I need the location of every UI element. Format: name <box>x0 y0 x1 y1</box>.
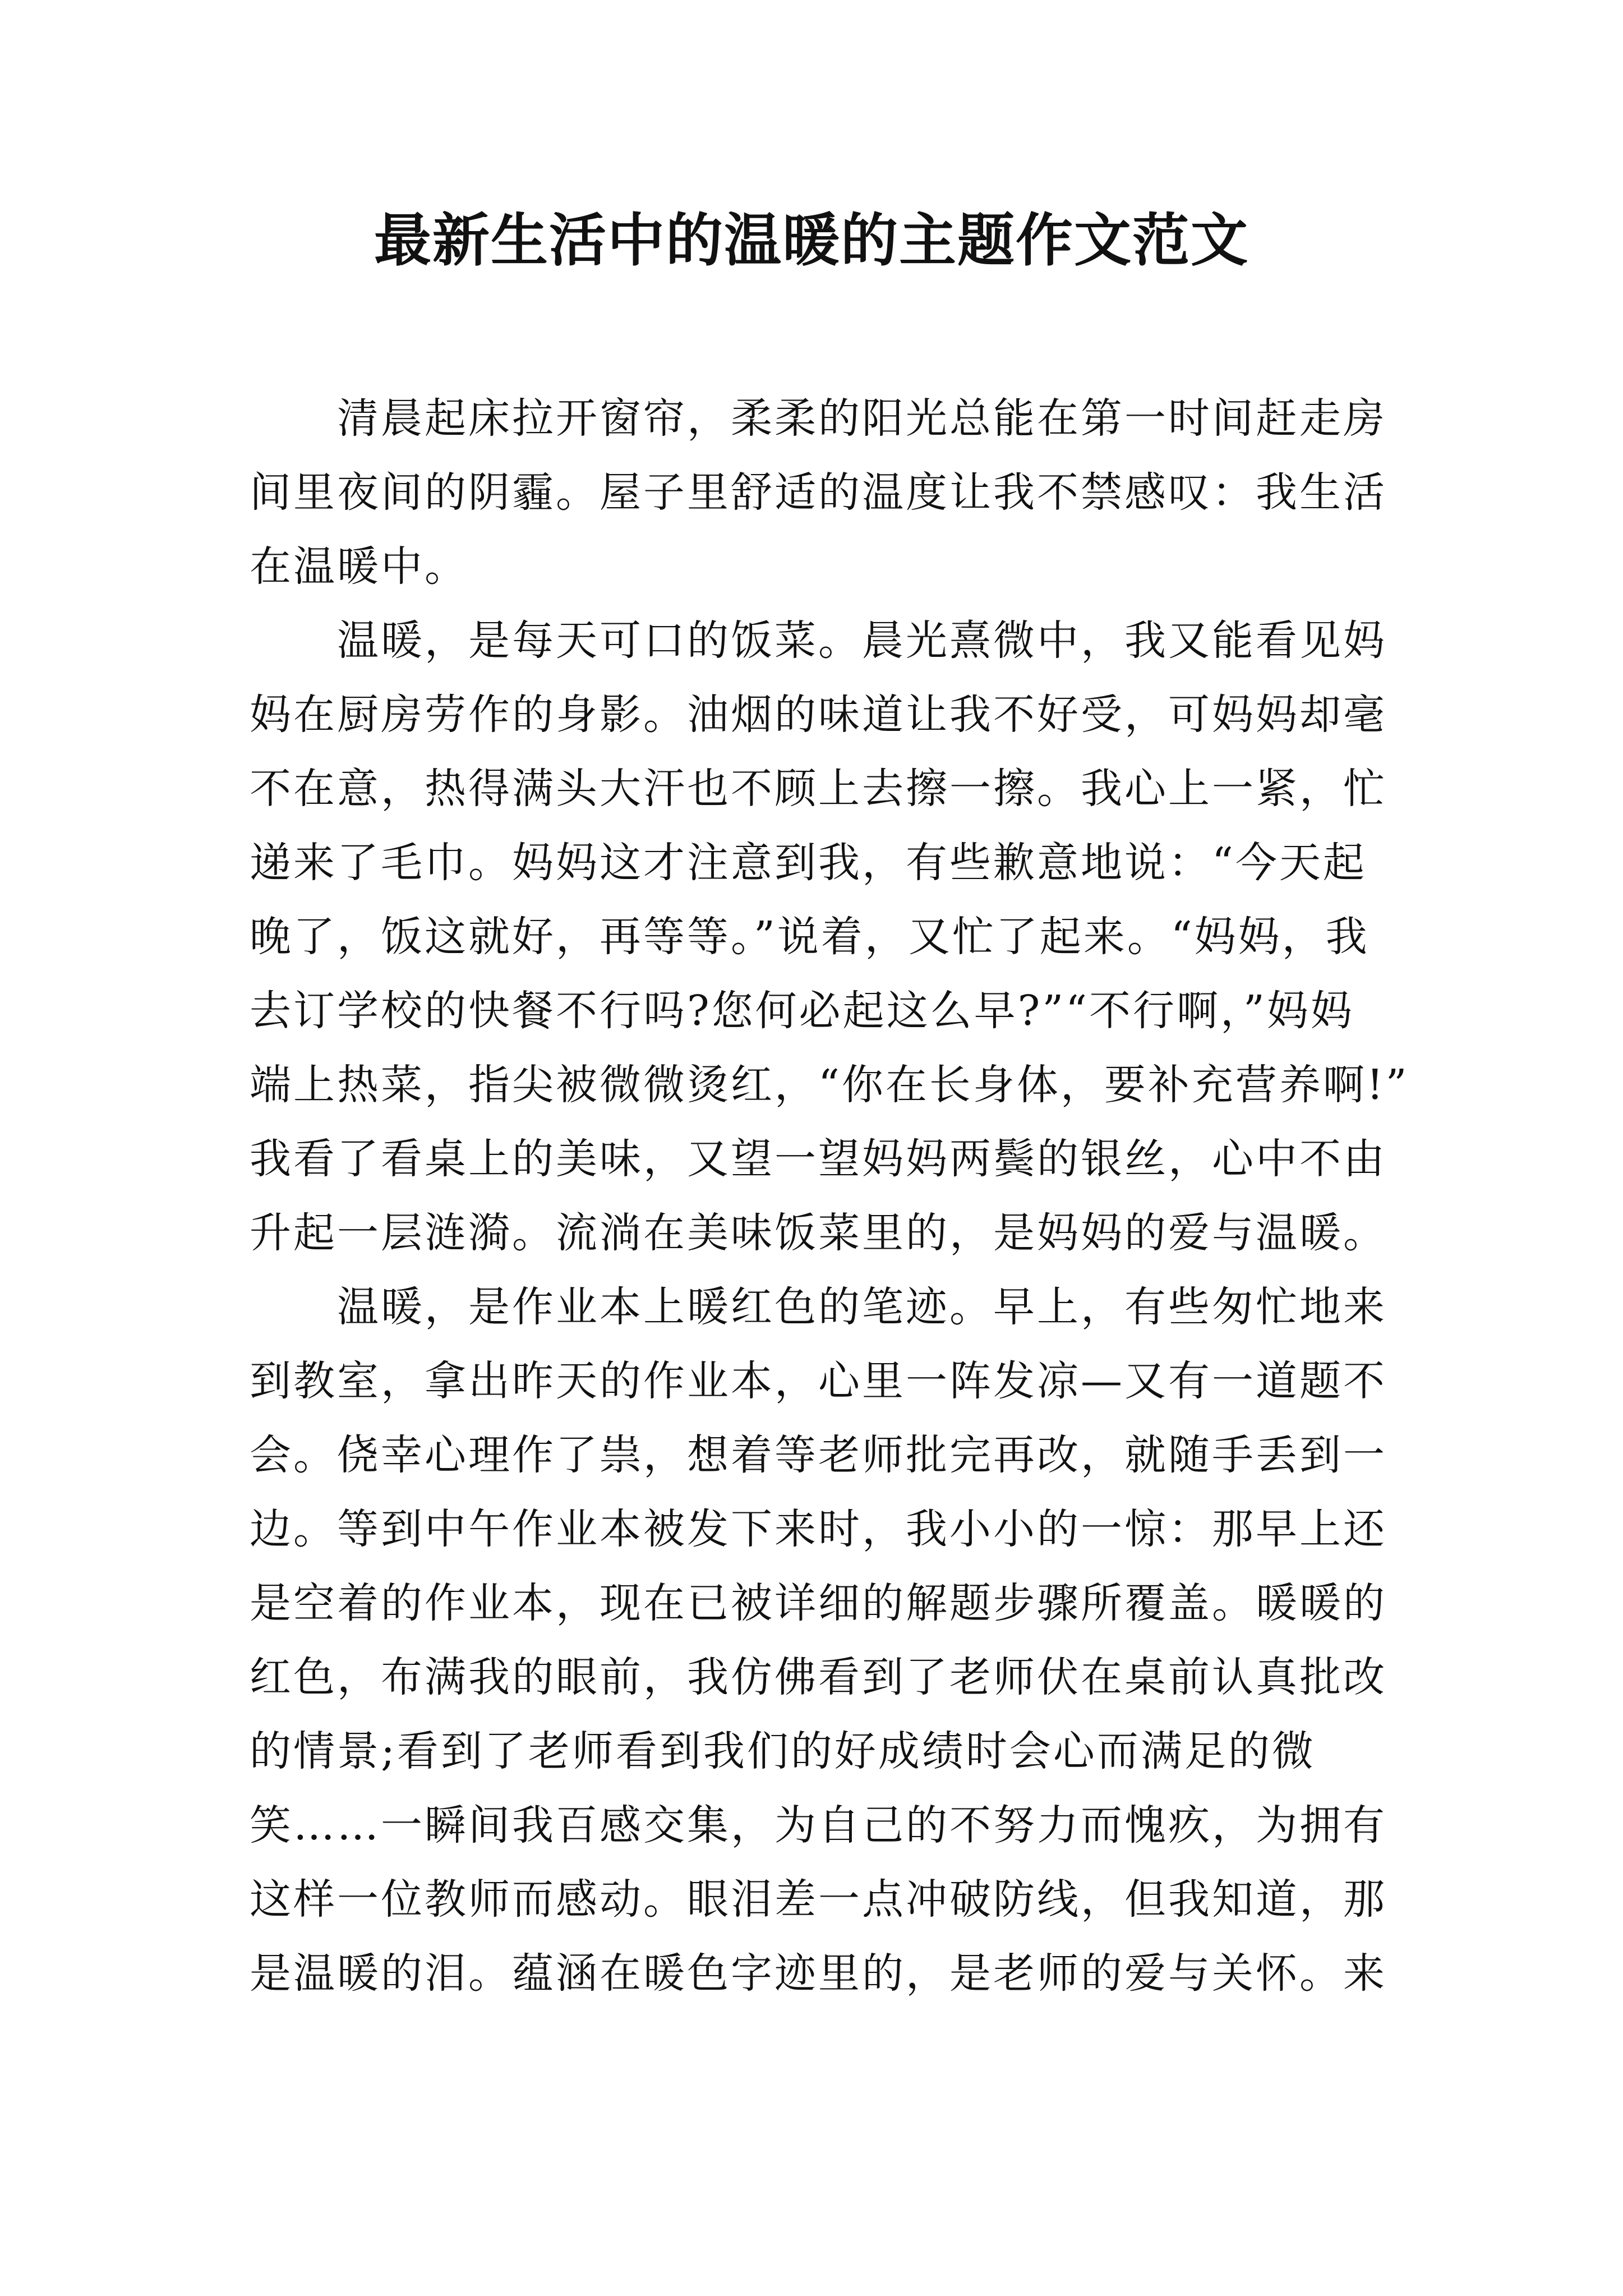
text-line: 温暖，是每天可口的饭菜。晨光熹微中，我又能看见妈 <box>337 616 1387 665</box>
text-line: 到教室，拿出昨天的作业本，心里一阵发凉—又有一道题不 <box>250 1357 1387 1405</box>
text-line: 会。侥幸心理作了祟，想着等老师批完再改，就随手丢到一 <box>250 1431 1387 1479</box>
text-line: 红色，布满我的眼前，我仿佛看到了老师伏在桌前认真批改 <box>250 1653 1387 1701</box>
text-line: 妈在厨房劳作的身影。油烟的味道让我不好受，可妈妈却毫 <box>250 691 1387 739</box>
text-line: 晚了，饭这就好，再等等。”说着，又忙了起来。“妈妈，我 <box>250 913 1370 961</box>
text-line: 是温暖的泪。蕴涵在暖色字迹里的，是老师的爱与关怀。来 <box>250 1949 1387 1998</box>
text-line: 是空着的作业本，现在已被详细的解题步骤所覆盖。暖暖的 <box>250 1579 1387 1627</box>
text-line: 端上热菜，指尖被微微烫红，“你在长身体，要补充营养啊!” <box>250 1061 1409 1109</box>
text-line: 边。等到中午作业本被发下来时，我小小的一惊：那早上还 <box>250 1505 1387 1553</box>
document-title: 最新生活中的温暖的主题作文范文 <box>374 208 1249 274</box>
paragraph-1 <box>250 381 1387 604</box>
paragraph-2 <box>250 604 1409 1270</box>
text-line: 去订学校的快餐不行吗?您何必起这么早?”“不行啊，”妈妈 <box>250 987 1354 1035</box>
text-line: 不在意，热得满头大汗也不顾上去擦一擦。我心上一紧，忙 <box>250 765 1387 813</box>
text-line: 的情景;看到了老师看到我们的好成绩时会心而满足的微 <box>250 1727 1316 1775</box>
text-line: 笑……一瞬间我百感交集，为自己的不努力而愧疚，为拥有 <box>250 1801 1387 1849</box>
document-body <box>250 381 1409 2010</box>
text-line: 我看了看桌上的美味，又望一望妈妈两鬓的银丝，心中不由 <box>250 1135 1387 1183</box>
text-line: 清晨起床拉开窗帘，柔柔的阳光总能在第一时间赶走房 <box>337 394 1387 443</box>
text-line: 递来了毛巾。妈妈这才注意到我，有些歉意地说：“今天起 <box>250 839 1367 887</box>
text-line: 在温暖中。 <box>250 542 468 591</box>
text-line: 这样一位教师而感动。眼泪差一点冲破防线，但我知道，那 <box>250 1875 1387 1924</box>
text-line: 温暖，是作业本上暖红色的笔迹。早上，有些匆忙地来 <box>337 1283 1387 1331</box>
paragraph-3 <box>250 1270 1387 2010</box>
text-line: 升起一层涟漪。流淌在美味饭菜里的，是妈妈的爱与温暖。 <box>250 1209 1387 1257</box>
text-line: 间里夜间的阴霾。屋子里舒适的温度让我不禁感叹：我生活 <box>250 468 1387 517</box>
